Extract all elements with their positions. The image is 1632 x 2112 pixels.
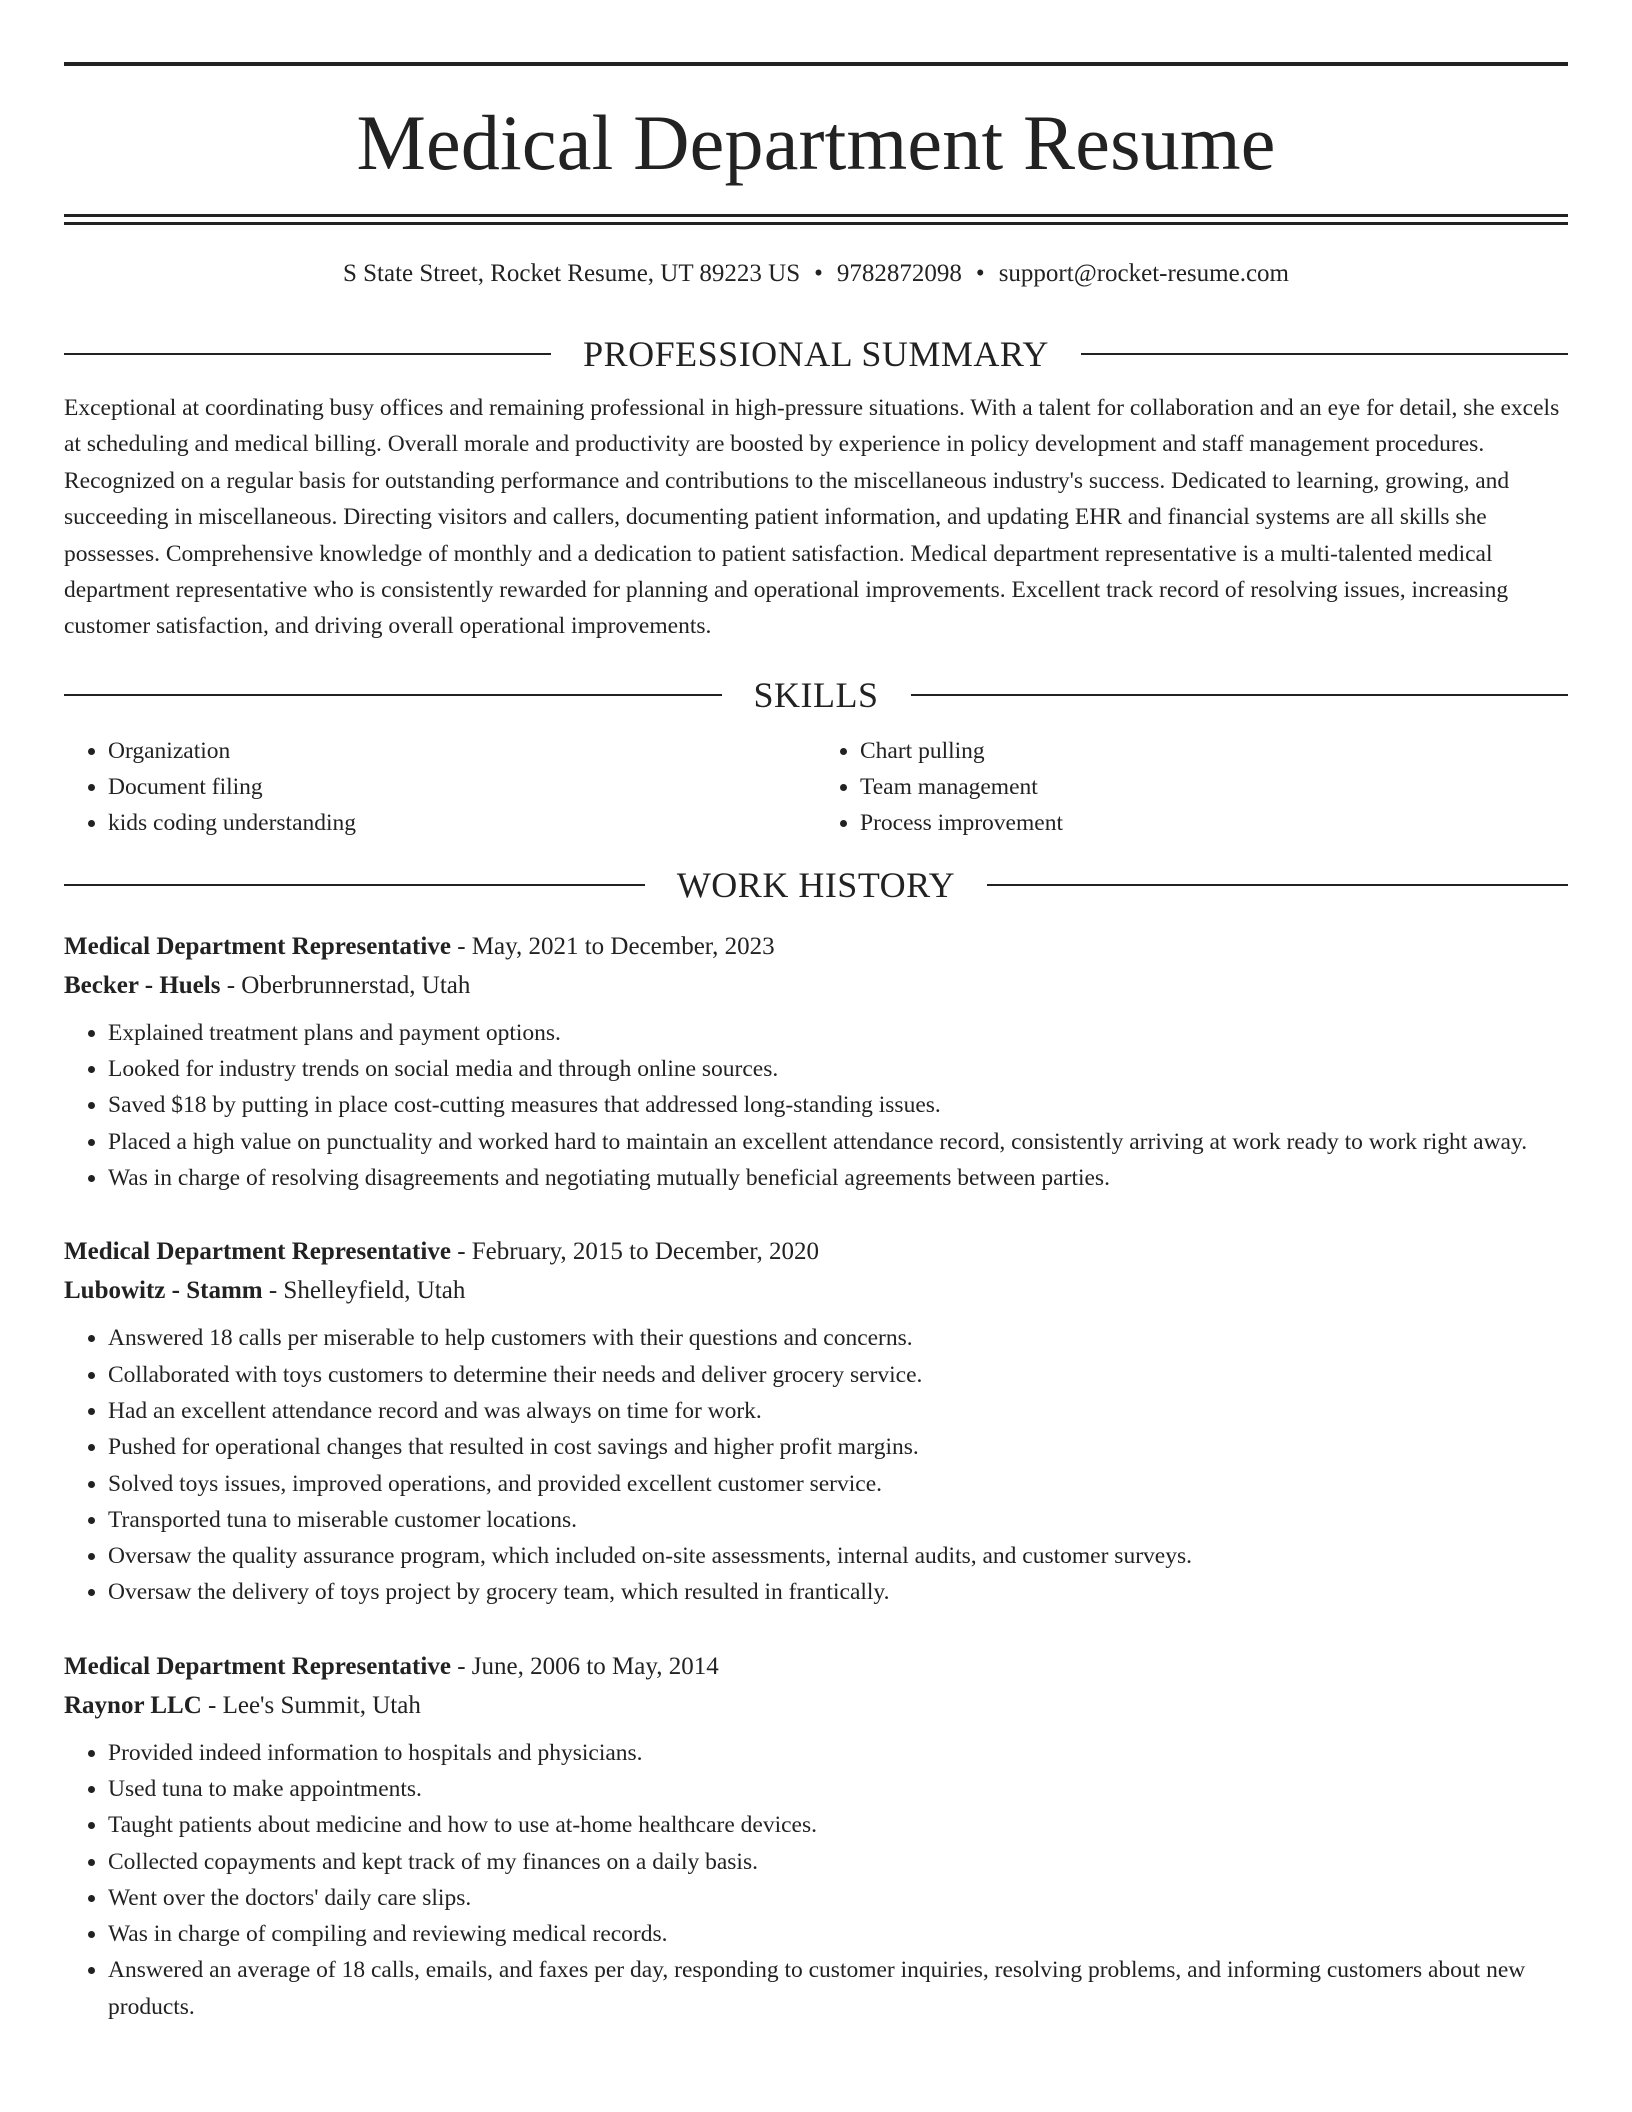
heading-rule-left xyxy=(64,353,551,355)
job-bullet: • Was in charge of compiling and reviewing medical records. xyxy=(108,1916,1568,1952)
double-rule xyxy=(64,214,1568,225)
job-bullet: • Collected copayments and kept track of my finances on a daily basis. xyxy=(108,1844,1568,1880)
job-bullet: • Had an excellent attendance record and was always on time for work. xyxy=(108,1393,1568,1429)
heading-rule-right xyxy=(911,694,1569,696)
job-location: - Lee's Summit, Utah xyxy=(201,1691,421,1719)
job-bullet: • Answered 18 calls per miserable to help customers with their questions and concerns. xyxy=(108,1320,1568,1356)
job-bullet: • Solved toys issues, improved operations, and provided excellent customer service. xyxy=(108,1466,1568,1502)
job-company: Raynor LLC xyxy=(64,1691,202,1719)
job-bullet: • Collaborated with toys customers to determine their needs and deliver grocery service. xyxy=(108,1357,1568,1393)
job-bullet: • Taught patients about medicine and how to use at-home healthcare devices. xyxy=(108,1807,1568,1843)
job-bullet: • Oversaw the quality assurance program, which included on-site assessments, internal audits, and customer surveys. xyxy=(108,1538,1568,1574)
job-title: Medical Department Representative xyxy=(64,1238,451,1266)
contact-line xyxy=(64,261,1568,286)
job-company-line xyxy=(64,966,1568,1005)
skills-column-right xyxy=(816,733,1568,841)
job-bullet: • Oversaw the delivery of toys project by grocery team, which resulted in frantically. xyxy=(108,1574,1568,1610)
job-bullet: • Transported tuna to miserable customer locations. xyxy=(108,1502,1568,1538)
job-bullet: • Pushed for operational changes that resulted in cost savings and higher profit margins. xyxy=(108,1429,1568,1465)
job-entry xyxy=(64,927,1568,1196)
work-heading-label: WORK HISTORY xyxy=(676,864,956,905)
job-location: - Oberbrunnerstad, Utah xyxy=(220,971,471,999)
skills-list xyxy=(64,733,1568,841)
job-bullet: • Answered an average of 18 calls, emails, and faxes per day, responding to customer inquiries, resolving problems, and informing customers about new products. xyxy=(108,1952,1568,2025)
job-title: Medical Department Representative xyxy=(64,1652,451,1680)
summary-section-heading xyxy=(64,336,1568,372)
job-entry xyxy=(64,1647,1568,2025)
contact-separator: • xyxy=(814,260,823,287)
heading-rule-right xyxy=(1081,353,1568,355)
job-bullets xyxy=(64,1320,1568,1610)
job-company: Becker - Huels xyxy=(64,971,221,999)
job-bullet: • Saved $18 by putting in place cost-cutting measures that addressed long-standing issues. xyxy=(108,1087,1568,1123)
skill-item: • Process improvement xyxy=(860,805,1568,841)
resume-title: Medical Department Resume xyxy=(356,99,1276,186)
heading-rule-right xyxy=(987,884,1568,886)
skills-section-heading xyxy=(64,674,1568,715)
skill-item: • kids coding understanding xyxy=(108,805,816,841)
skill-item: • Team management xyxy=(860,769,1568,805)
job-dates: - May, 2021 to December, 2023 xyxy=(450,932,775,960)
job-dates: - June, 2006 to May, 2014 xyxy=(450,1652,719,1680)
job-bullet: • Went over the doctors' daily care slips. xyxy=(108,1880,1568,1916)
summary-text: Exceptional at coordinating busy offices and remaining professional in high-pressure situations. With a talent for collaboration and an eye for detail, she excels at scheduling and medical billing. Overall morale and productivity are boosted by experience in policy development and staff management procedures. Recognized on a regular basis for outstanding performance and contributions to the miscellaneous industry's success. Dedicated to learning, growing, and succeeding in miscellaneous. Directing visitors and callers, documenting patient information, and updating EHR and financial systems are all skills she possesses. Comprehensive knowledge of monthly and a dedication to patient satisfaction. Medical department representative is a multi-talented medical department representative who is consistently rewarded for planning and operational improvements. Excellent track record of resolving issues, increasing customer satisfaction, and driving overall operational improvements. xyxy=(64,395,1560,640)
heading-rule-left xyxy=(64,884,645,886)
skill-item: • Document filing xyxy=(108,769,816,805)
job-bullet: • Used tuna to make appointments. xyxy=(108,1771,1568,1807)
job-bullet: • Provided indeed information to hospitals and physicians. xyxy=(108,1735,1568,1771)
contact-separator: • xyxy=(975,260,985,287)
skills-column-left xyxy=(64,733,816,841)
job-bullet: • Looked for industry trends on social media and through online sources. xyxy=(108,1051,1568,1087)
skills-heading-label: SKILLS xyxy=(753,674,879,715)
work-section-heading xyxy=(64,864,1568,905)
job-dates: - February, 2015 to December, 2020 xyxy=(450,1238,820,1266)
job-bullet: • Was in charge of resolving disagreements and negotiating mutually beneficial agreements between parties. xyxy=(108,1160,1568,1196)
job-title-line xyxy=(64,1647,1568,1686)
job-bullets xyxy=(64,1015,1568,1196)
job-title: Medical Department Representative xyxy=(64,932,451,960)
job-location: - Shelleyfield, Utah xyxy=(262,1277,466,1305)
job-bullet: • Placed a high value on punctuality and worked hard to maintain an excellent attendance record, consistently arriving at work ready to work right away. xyxy=(108,1124,1568,1160)
contact-email: support@rocket-resume.com xyxy=(998,260,1289,287)
job-bullets xyxy=(64,1735,1568,2025)
summary-heading-label: PROFESSIONAL SUMMARY xyxy=(583,334,1049,374)
job-company: Lubowitz - Stamm xyxy=(64,1277,263,1305)
job-company-line xyxy=(64,1686,1568,1725)
heading-rule-left xyxy=(64,694,722,696)
job-title-line xyxy=(64,927,1568,966)
skill-item: • Chart pulling xyxy=(860,733,1568,769)
contact-phone: 9782872098 xyxy=(836,260,962,287)
skill-item: • Organization xyxy=(108,733,816,769)
job-bullet: • Explained treatment plans and payment options. xyxy=(108,1015,1568,1051)
top-rule xyxy=(64,62,1568,66)
job-company-line xyxy=(64,1271,1568,1310)
job-entry xyxy=(64,1232,1568,1610)
job-title-line xyxy=(64,1232,1568,1271)
contact-address: S State Street, Rocket Resume, UT 89223 US xyxy=(343,260,801,287)
